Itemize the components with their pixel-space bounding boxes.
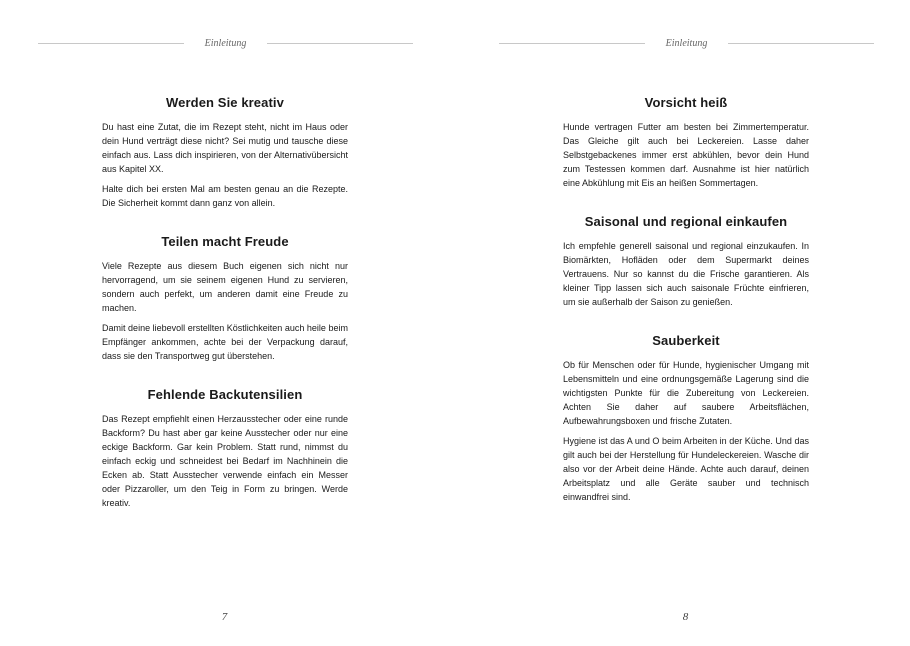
section-heading: Fehlende Backutensilien	[147, 387, 303, 402]
section-werden-sie-kreativ	[102, 95, 348, 210]
paragraph: Ob für Menschen oder für Hunde, hygienischer Umgang mit Lebensmitteln und eine ordnungsgemäße Lagerung sind die wichtigsten Punkte für die Zubereitung von Leckereien. Achten Sie daher auf saubere Arbeitsflächen, Aufbewahrungsboxen und frische Zutaten.	[563, 360, 809, 426]
paragraph: Du hast eine Zutat, die im Rezept steht, nicht im Haus oder dein Hund verträgt diese nicht? Sei mutig und tausche diese einfach aus. Lass dich inspirieren, von der Alternativübersicht aus Kapitel XX.	[102, 122, 348, 174]
paragraph: Das Rezept empfiehlt einen Herzausstecher oder eine runde Backform? Du hast aber gar keine Ausstecher oder nur eine eckige Backform. Gar kein Problem. Statt rund, nimmst du einfach eckig und schneidest bei Bedarf im Nachhinein die Ecken ab. Statt Ausstecher verwende einfach ein Messer oder Pizzaroller, um den Teig in Form zu bringen. Werde kreativ.	[102, 414, 348, 508]
paragraph: Damit deine liebevoll erstellten Köstlichkeiten auch heile beim Empfänger ankommen, achte bei der Verpackung darauf, dass sie den Transportweg gut überstehen.	[102, 323, 348, 361]
section-heading: Teilen macht Freude	[161, 234, 289, 249]
section-vorsicht-heiss	[563, 95, 809, 190]
paragraph: Hygiene ist das A und O beim Arbeiten in der Küche. Und das gilt auch bei der Herstellung für Hundeleckereien. Wasche dir also vor der Arbeit deine Hände. Achte auch darauf, deinen Arbeitsplatz und alle Geräte sauber und technisch einwandfrei sind.	[563, 436, 809, 502]
running-head-label: Einleitung	[204, 38, 247, 49]
running-head-label: Einleitung	[665, 38, 708, 49]
section-heading: Vorsicht heiß	[644, 95, 728, 110]
section-sauberkeit	[563, 333, 809, 504]
page-number: 7	[221, 611, 228, 623]
running-head	[38, 38, 413, 52]
section-fehlende-backutensilien	[102, 387, 348, 510]
page-content	[102, 95, 348, 534]
page-number: 8	[682, 611, 689, 623]
paragraph: Halte dich bei ersten Mal am besten genau an die Rezepte. Die Sicherheit kommt dann ganz von allein.	[102, 184, 348, 208]
header-rule-right	[728, 43, 874, 44]
paragraph: Viele Rezepte aus diesem Buch eigenen sich nicht nur hervorragend, um sie seinem eigenen Hund zu servieren, sondern auch perfekt, um anderen damit eine Freude zu machen.	[102, 261, 348, 313]
section-heading: Saisonal und regional einkaufen	[584, 214, 788, 229]
section-heading: Sauberkeit	[652, 333, 720, 348]
paragraph: Ich empfehle generell saisonal und regional einzukaufen. In Biomärkten, Hofläden oder dem Supermarkt deines Vertrauens. Nur so kannst du die Frische garantieren. Als kleiner Tipp lassen sich auch saisonale Früchte einfrieren, um sie außerhalb der Saison zu genießen.	[563, 241, 809, 307]
section-heading: Werden Sie kreativ	[166, 95, 284, 110]
page-content	[563, 95, 809, 528]
paragraph: Hunde vertragen Futter am besten bei Zimmertemperatur. Das Gleiche gilt auch bei Leckereien. Lasse daher Selbstgebackenes immer erst abkühlen, bevor dein Hund zum Testessen kommen darf. Ausnahme ist hier natürlich eine Abkühlung mit Eis an heißen Sommertagen.	[563, 122, 809, 188]
header-rule-right	[267, 43, 413, 44]
section-teilen-macht-freude	[102, 234, 348, 363]
section-saisonal-und-regional	[563, 214, 809, 309]
running-head	[499, 38, 874, 52]
right-page	[455, 0, 910, 646]
